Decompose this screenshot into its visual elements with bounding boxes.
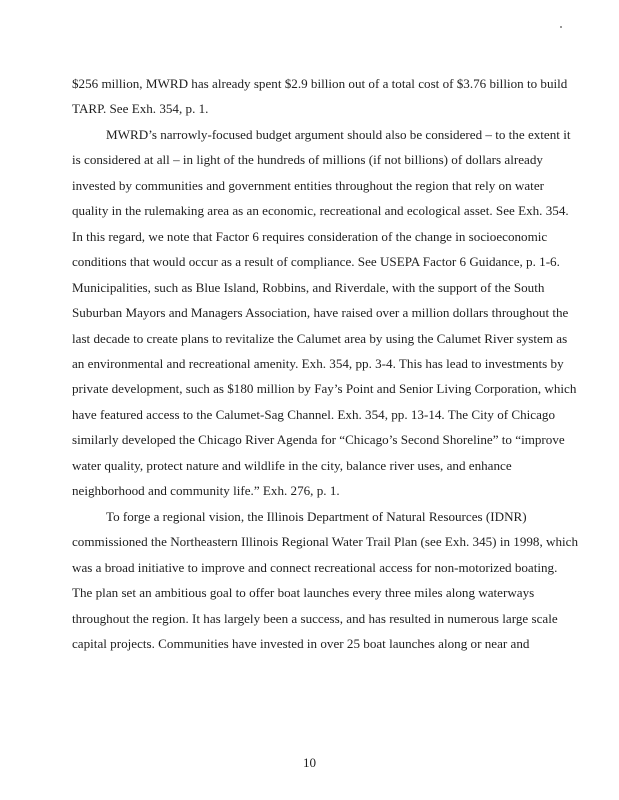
paragraph-line: water quality, protect nature and wildlife in the city, balance river uses, and enhance xyxy=(72,457,512,473)
paragraph-line: private development, such as $180 million by Fay’s Point and Senior Living Corporation, which xyxy=(72,381,577,397)
paragraph-line: have featured access to the Calumet-Sag Channel. Exh. 354, pp. 13-14. The City of Chicago xyxy=(72,406,556,422)
paragraph-line: was a broad initiative to improve and connect recreational access for non-motorized boating. xyxy=(72,559,558,575)
paragraph-2 xyxy=(72,122,577,504)
paragraph-line: Suburban Mayors and Managers Association, have raised over a million dollars throughout the xyxy=(72,305,569,321)
paragraph-line: The plan set an ambitious goal to offer boat launches every three miles along waterways xyxy=(72,585,535,601)
paragraph-line: is considered at all – in light of the hundreds of millions (if not billions) of dollars already xyxy=(72,152,543,168)
paragraph-line: commissioned the Northeastern Illinois Regional Water Trail Plan (see Exh. 345) in 1998, which xyxy=(72,534,579,550)
paragraph-line: Municipalities, such as Blue Island, Robbins, and Riverdale, with the support of the South xyxy=(72,279,545,295)
scan-speck xyxy=(560,26,562,28)
paragraph-line: conditions that would occur as a result of compliance. See USEPA Factor 6 Guidance, p. 1-6. xyxy=(72,254,560,270)
paragraph-line: In this regard, we note that Factor 6 requires consideration of the change in socioeconomic xyxy=(72,228,548,244)
paragraph-line: MWRD’s narrowly-focused budget argument should also be considered – to the extent it xyxy=(106,126,571,142)
body-text xyxy=(72,71,579,656)
paragraph-1 xyxy=(72,71,568,122)
paragraph-line: last decade to create plans to revitalize the Calumet area by using the Calumet River system as xyxy=(72,330,568,346)
paragraph-line: throughout the region. It has largely been a success, and has resulted in numerous large scale xyxy=(72,610,558,626)
paragraph-line: capital projects. Communities have invested in over 25 boat launches along or near and xyxy=(72,635,530,651)
paragraph-line: To forge a regional vision, the Illinois Department of Natural Resources (IDNR) xyxy=(106,508,527,524)
paragraph-line: invested by communities and government entities throughout the region that rely on water xyxy=(72,177,544,193)
paragraph-3 xyxy=(72,504,579,657)
paragraph-line: $256 million, MWRD has already spent $2.9 billion out of a total cost of $3.76 billion to build xyxy=(72,76,568,91)
paragraph-line: neighborhood and community life.” Exh. 276, p. 1. xyxy=(72,483,340,499)
paragraph-line: an environmental and recreational amenity. Exh. 354, pp. 3-4. This has lead to investments by xyxy=(72,355,564,371)
paragraph-line: quality in the rulemaking area as an economic, recreational and ecological asset. See Exh. 354. xyxy=(72,203,569,219)
page-number: 10 xyxy=(302,755,317,770)
paragraph-line: similarly developed the Chicago River Agenda for “Chicago’s Second Shoreline” to “improve xyxy=(72,432,565,448)
paragraph-line: TARP. See Exh. 354, p. 1. xyxy=(72,101,209,117)
